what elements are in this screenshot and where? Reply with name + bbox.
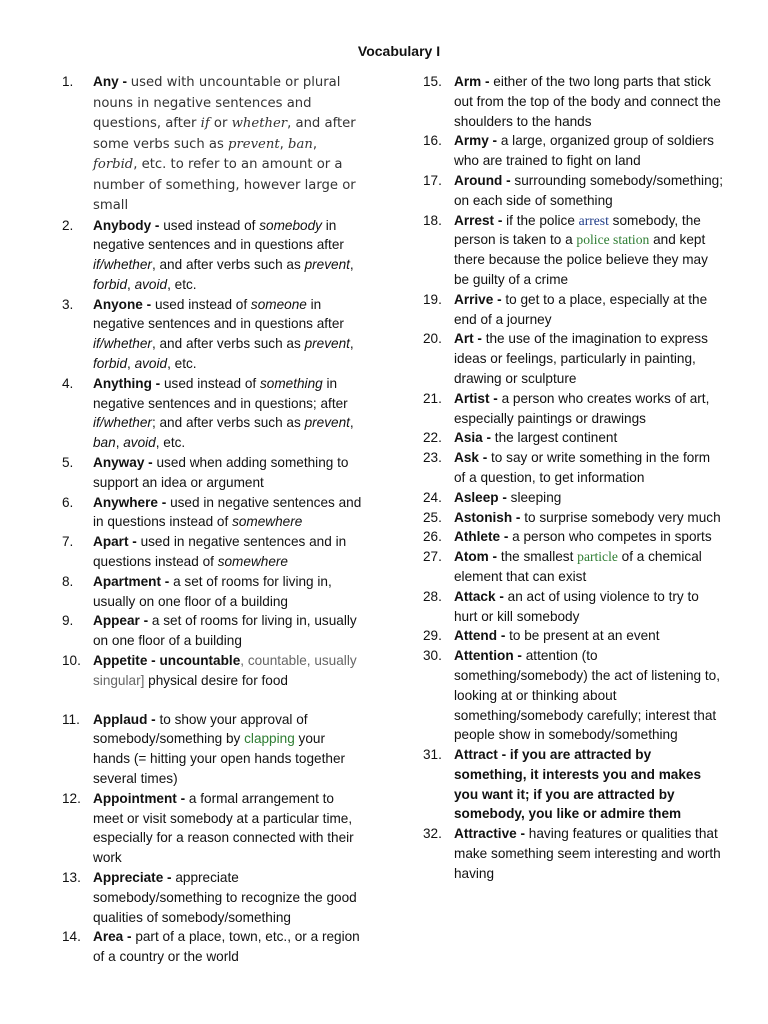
definition-text: ; and after verbs such as bbox=[151, 415, 305, 431]
vocabulary-entry bbox=[62, 572, 362, 612]
entry-text bbox=[93, 495, 361, 530]
definition-text: your hands (= hitting your open hands together several times) bbox=[93, 731, 346, 787]
definition-text: a person who creates works of art, especially paintings or drawings bbox=[454, 390, 710, 426]
entry-text bbox=[454, 74, 721, 129]
entry-text bbox=[454, 747, 701, 821]
vocabulary-entry bbox=[62, 868, 362, 927]
definition-text: a person who competes in sports bbox=[512, 529, 712, 545]
vocabulary-entry bbox=[62, 789, 362, 868]
entry-number: 3. bbox=[62, 296, 74, 312]
definition-text: used with uncountable or plural nouns in negative sentences and questions, after bbox=[93, 75, 341, 131]
vocabulary-entry bbox=[423, 131, 723, 171]
entry-number: 5. bbox=[62, 455, 74, 471]
entry-text bbox=[93, 297, 354, 371]
entry-number: 27. bbox=[423, 549, 442, 565]
entry-headword: Arm - bbox=[454, 74, 494, 89]
entry-text bbox=[454, 450, 710, 485]
vocabulary-entry bbox=[62, 710, 362, 789]
entry-headword: Artist - bbox=[454, 390, 502, 406]
definition-text: physical desire for food bbox=[144, 672, 288, 688]
definition-text: the smallest bbox=[500, 549, 578, 565]
entry-headword: Anywhere - bbox=[93, 494, 171, 510]
italic-term: avoid bbox=[123, 435, 156, 451]
entry-number: 24. bbox=[423, 489, 442, 505]
definition-text: if you are attracted by something, it interests you and makes you want it; if you are attracted by somebody, you like or admire them bbox=[454, 747, 702, 822]
entry-number: 7. bbox=[62, 534, 74, 550]
entry-headword: Army - bbox=[454, 133, 501, 149]
entry-number: 15. bbox=[423, 74, 442, 89]
entry-text bbox=[93, 574, 332, 609]
italic-term: forbid bbox=[93, 276, 128, 292]
entry-number: 30. bbox=[423, 648, 442, 664]
entry-number: 6. bbox=[62, 494, 74, 510]
entry-text bbox=[454, 133, 714, 168]
vocabulary-entry bbox=[423, 587, 723, 627]
vocabulary-entry bbox=[62, 532, 362, 572]
entry-text bbox=[93, 376, 354, 450]
entry-number: 20. bbox=[423, 331, 442, 347]
italic-term: prevent bbox=[228, 136, 280, 152]
entry-text bbox=[454, 213, 708, 287]
entry-headword: Art - bbox=[454, 331, 486, 347]
entry-text bbox=[454, 628, 660, 643]
definition-text: a set of rooms for living in, usually on one floor of a building bbox=[93, 573, 332, 609]
entry-headword: Asleep - bbox=[454, 489, 511, 505]
vocabulary-entry bbox=[62, 493, 362, 533]
entry-text bbox=[93, 74, 356, 212]
italic-term: if/whether bbox=[93, 415, 152, 431]
definition-block bbox=[93, 75, 356, 213]
italic-term: somewhere bbox=[217, 554, 288, 570]
definition-text: , bbox=[127, 356, 135, 372]
entry-number: 16. bbox=[423, 133, 442, 149]
vocabulary-entry bbox=[62, 374, 362, 453]
definition-text: to get to a place, especially at the end of a journey bbox=[454, 291, 708, 327]
entry-number: 25. bbox=[423, 509, 442, 525]
entry-number: 10. bbox=[62, 653, 81, 669]
entry-text bbox=[454, 331, 708, 386]
definition-text: or bbox=[209, 116, 232, 131]
entry-headword: Apart - bbox=[93, 534, 141, 550]
linked-term: arrest bbox=[578, 212, 609, 228]
entry-number: 14. bbox=[62, 929, 81, 945]
entry-number: 17. bbox=[423, 172, 442, 188]
entry-headword: Appointment - bbox=[93, 790, 189, 806]
entry-headword: Around - bbox=[454, 172, 515, 188]
vocabulary-entry bbox=[62, 453, 362, 493]
definition-text: of a chemical element that can exist bbox=[454, 549, 702, 584]
entry-headword: Apartment - bbox=[93, 573, 174, 589]
definition-text: , etc. bbox=[155, 435, 186, 451]
entry-number: 23. bbox=[423, 450, 442, 466]
italic-term: if/whether bbox=[93, 336, 152, 352]
entry-number: 13. bbox=[62, 870, 81, 885]
entry-number: 2. bbox=[62, 217, 74, 233]
entry-headword: Any - bbox=[93, 74, 131, 89]
definition-text: somebody, the person is taken to a bbox=[454, 212, 701, 248]
vocabulary-entry bbox=[423, 646, 723, 745]
entry-number: 32. bbox=[423, 826, 442, 842]
definition-text: in negative sentences and in questions; after bbox=[93, 375, 348, 411]
entry-headword: Astonish - bbox=[454, 509, 525, 525]
vocabulary-entry bbox=[62, 927, 362, 967]
entry-headword: Anyone - bbox=[93, 296, 155, 312]
entry-text bbox=[93, 218, 354, 292]
vocabulary-entry bbox=[62, 611, 362, 651]
entry-number: 11. bbox=[62, 711, 80, 727]
entry-text bbox=[454, 430, 617, 445]
entry-text bbox=[454, 549, 702, 584]
definition-text: in negative sentences and in questions after bbox=[93, 296, 344, 332]
definition-text: in negative sentences and in questions after bbox=[93, 217, 344, 253]
entry-headword: Atom - bbox=[454, 549, 501, 565]
definition-text: a formal arrangement to meet or visit somebody at a particular time, especially for a reason connected with their work bbox=[93, 790, 354, 866]
italic-term: forbid bbox=[93, 356, 128, 372]
linked-term: particle bbox=[577, 549, 618, 565]
vocabulary-entry bbox=[423, 171, 723, 211]
definition-text: either of the two long parts that stick out from the top of the body and connect the shoulders to the hands bbox=[454, 74, 721, 129]
entry-text bbox=[93, 870, 357, 925]
definition-text: the use of the imagination to express ideas or feelings, particularly in painting, drawing or sculpture bbox=[454, 331, 708, 386]
entry-text bbox=[454, 589, 699, 624]
entry-text bbox=[93, 613, 357, 648]
entry-headword: Attention - bbox=[454, 648, 526, 664]
vocabulary-entry bbox=[423, 745, 723, 824]
definition-text: appreciate somebody/something to recognize the good qualities of somebody/something bbox=[93, 870, 357, 925]
definition-text: if the police bbox=[506, 212, 579, 228]
italic-term: somebody bbox=[259, 217, 322, 233]
definition-text: attention (to something/somebody) the act of listening to, looking at or thinking about something/somebody carefully; interest that people show in somebody/something bbox=[454, 648, 720, 743]
entry-number: 28. bbox=[423, 588, 442, 604]
vocabulary-entry bbox=[423, 389, 723, 429]
entry-text bbox=[454, 292, 707, 327]
definition-text: the largest continent bbox=[494, 430, 618, 446]
entry-headword: Attractive - bbox=[454, 826, 529, 842]
vocabulary-entry bbox=[423, 547, 723, 587]
entry-headword: Attend - bbox=[454, 628, 510, 644]
definition-text: an act of using violence to try to hurt or kill somebody bbox=[454, 588, 699, 624]
entry-number: 29. bbox=[423, 628, 442, 644]
entry-headword: Appetite - uncountable bbox=[93, 653, 241, 669]
entry-headword: Appreciate - bbox=[93, 870, 176, 885]
vocabulary-entry bbox=[423, 508, 723, 528]
vocabulary-entry bbox=[423, 824, 723, 883]
italic-term: prevent bbox=[304, 336, 350, 352]
italic-term: ban bbox=[93, 435, 116, 451]
italic-term: somewhere bbox=[232, 514, 303, 530]
definition-text: used in negative sentences and in questions instead of bbox=[93, 534, 347, 570]
definition-text: , etc. bbox=[167, 276, 197, 292]
entry-headword: Anything - bbox=[93, 375, 164, 391]
definition-text: , bbox=[349, 257, 354, 273]
italic-term: avoid bbox=[134, 276, 168, 292]
italic-term: forbid bbox=[93, 157, 134, 172]
entry-headword: Ask - bbox=[454, 450, 492, 466]
linked-term: clapping bbox=[244, 731, 295, 747]
vocabulary-entry bbox=[423, 488, 723, 508]
definition-text: , and after verbs such as bbox=[151, 257, 305, 273]
definition-text: having features or qualities that make something seem interesting and worth having bbox=[454, 826, 721, 881]
vocabulary-entry bbox=[423, 329, 723, 388]
definition-text: , and after some verbs such as bbox=[93, 116, 356, 152]
entry-number: 26. bbox=[423, 529, 442, 545]
definition-text: a set of rooms for living in, usually on one floor of a building bbox=[93, 613, 357, 649]
entry-headword: Appear - bbox=[93, 613, 152, 629]
definition-text: , and after verbs such as bbox=[151, 336, 305, 352]
entry-text bbox=[454, 529, 712, 544]
vocabulary-list-left bbox=[62, 72, 362, 967]
entry-headword: Asia - bbox=[454, 430, 495, 446]
italic-term: if/whether bbox=[93, 257, 152, 273]
definition-text: , bbox=[127, 276, 135, 292]
entry-headword: Arrive - bbox=[454, 291, 506, 307]
entry-number: 1. bbox=[62, 74, 74, 89]
definition-text: used instead of bbox=[154, 296, 251, 312]
vocabulary-entry bbox=[62, 72, 362, 216]
entry-text bbox=[93, 929, 360, 964]
definition-text: , bbox=[279, 136, 289, 152]
italic-term: something bbox=[259, 375, 323, 391]
entry-headword: Anybody - bbox=[93, 217, 164, 233]
definition-text: used instead of bbox=[163, 217, 260, 233]
entry-number: 19. bbox=[423, 291, 442, 307]
entry-text bbox=[454, 648, 720, 742]
entry-text bbox=[454, 490, 561, 505]
italic-term: prevent bbox=[304, 415, 350, 431]
definition-text: , etc. to refer to an amount or a number of something, however large or small bbox=[93, 157, 356, 213]
entry-number: 4. bbox=[62, 375, 74, 391]
entry-number: 8. bbox=[62, 573, 74, 589]
italic-term: whether bbox=[231, 116, 288, 131]
entry-headword: Anyway - bbox=[93, 455, 157, 471]
linked-term: police station bbox=[576, 232, 650, 248]
entry-number: 18. bbox=[423, 212, 442, 228]
entry-text bbox=[454, 173, 723, 208]
grammar-note: , countable, usually singular] bbox=[93, 653, 357, 688]
entry-headword: Applaud - bbox=[93, 711, 160, 727]
vocabulary-entry bbox=[423, 448, 723, 488]
definition-text: used when adding something to support an idea or argument bbox=[93, 455, 349, 490]
entry-text bbox=[454, 391, 709, 426]
definition-text: , bbox=[349, 336, 354, 352]
italic-term: avoid bbox=[134, 356, 168, 372]
vocabulary-entry bbox=[62, 216, 362, 295]
vocabulary-entry bbox=[423, 72, 723, 131]
definition-text: surrounding somebody/something; on each side of something bbox=[454, 172, 723, 208]
entry-number: 12. bbox=[62, 790, 81, 806]
entry-number: 21. bbox=[423, 390, 442, 406]
vocabulary-entry bbox=[423, 290, 723, 330]
definition-text: , bbox=[349, 415, 354, 431]
italic-term: ban bbox=[288, 136, 313, 152]
entry-number: 22. bbox=[423, 430, 442, 446]
entry-text bbox=[93, 791, 354, 865]
vocabulary-list-right bbox=[423, 72, 723, 884]
definition-text: used instead of bbox=[163, 375, 260, 391]
entry-text bbox=[454, 510, 721, 525]
entry-headword: Attract - bbox=[454, 747, 510, 763]
entry-text bbox=[454, 826, 721, 881]
definition-text: sleeping bbox=[510, 489, 562, 505]
vocabulary-entry bbox=[423, 211, 723, 290]
entry-headword: Area - bbox=[93, 929, 136, 945]
vocabulary-entry bbox=[62, 295, 362, 374]
page-title: Vocabulary I bbox=[357, 43, 441, 59]
definition-text: , bbox=[312, 136, 318, 152]
vocabulary-entry bbox=[423, 428, 723, 448]
definition-text: to say or write something in the form of a question, to get information bbox=[454, 450, 711, 485]
entry-text bbox=[93, 712, 345, 786]
vocabulary-entry bbox=[62, 651, 362, 691]
definition-text: to be present at an event bbox=[509, 628, 660, 644]
definition-text: used in negative sentences and in questions instead of bbox=[93, 494, 362, 530]
definition-text: and kept there because the police believe they may be guilty of a crime bbox=[454, 232, 708, 287]
definition-text: to show your approval of somebody/something by bbox=[93, 711, 308, 747]
vocabulary-entry bbox=[423, 527, 723, 547]
italic-term: prevent bbox=[304, 257, 350, 273]
entry-number: 31. bbox=[423, 747, 442, 763]
vocabulary-entry bbox=[423, 626, 723, 646]
definition-text: to surprise somebody very much bbox=[524, 509, 721, 525]
entry-headword: Arrest - bbox=[454, 212, 507, 228]
italic-term: someone bbox=[250, 296, 307, 312]
definition-text: a large, organized group of soldiers who are trained to fight on land bbox=[454, 133, 714, 169]
definition-text: part of a place, town, etc., or a region of a country or the world bbox=[93, 929, 360, 965]
entry-text bbox=[93, 455, 348, 490]
entry-text bbox=[93, 534, 346, 569]
definition-text: , etc. bbox=[167, 356, 197, 372]
entry-headword: Attack - bbox=[454, 588, 508, 604]
definition-text: , bbox=[115, 435, 124, 451]
entry-text bbox=[93, 653, 357, 688]
entry-headword: Athlete - bbox=[454, 529, 513, 545]
italic-term: if bbox=[200, 116, 210, 131]
entry-number: 9. bbox=[62, 613, 74, 629]
